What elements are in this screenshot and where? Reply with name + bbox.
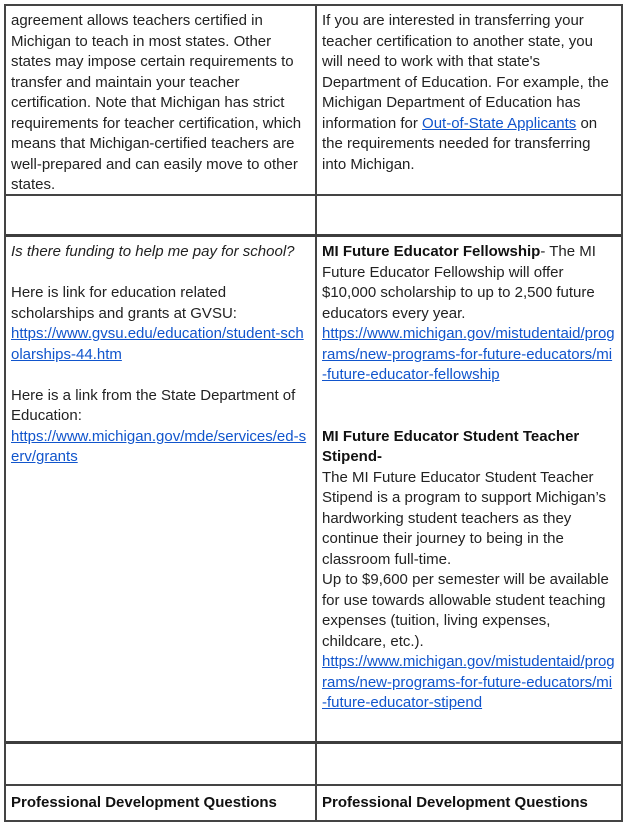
mde-grants-link-wrap xyxy=(11,427,310,468)
gvsu-scholarships-link-wrap xyxy=(11,324,310,365)
qa-table xyxy=(4,4,623,822)
fellowship-paragraph xyxy=(322,242,616,324)
cell-certification-left xyxy=(6,6,317,194)
cell-funding-question xyxy=(6,237,317,741)
gvsu-scholarships-intro: Here is link for education related scholarships and grants at GVSU: xyxy=(11,284,237,322)
blank-line xyxy=(11,365,310,386)
row-funding xyxy=(6,234,621,741)
row-certification-answers xyxy=(6,6,621,194)
blank-line xyxy=(11,263,310,284)
certification-right-text-before: If you are interested in transferring your teacher certification to another state, you will need to work with that state's Department of Education. For example, the Michigan Department of Education has information for xyxy=(322,12,609,132)
spacer-top-right-cell xyxy=(317,196,621,234)
blank-line xyxy=(322,406,616,427)
mde-grants-intro: Here is a link from the State Department of Education: xyxy=(11,386,296,424)
fellowship-link-wrap xyxy=(322,324,616,386)
cell-heading-left xyxy=(6,786,317,820)
stipend-title: MI Future Educator Student Teacher Stipend- xyxy=(322,427,580,465)
gvsu-scholarships-link[interactable]: https://www.gvsu.edu/education/student-scholarships-44.htm xyxy=(11,325,304,363)
funding-question: Is there funding to help me pay for school? xyxy=(11,243,295,260)
certification-right-paragraph xyxy=(322,11,616,175)
stipend-text-1: The MI Future Educator Student Teacher Stipend is a program to support Michigan’s hardworking student teachers as they continue their journey to being in the classroom full-time. xyxy=(322,468,607,568)
row-spacer-bottom xyxy=(6,741,621,784)
spacer-bottom-left-cell xyxy=(6,744,317,784)
stipend-text-2: Up to $9,600 per semester will be available for use towards allowable student teaching expenses (tuition, living expenses, childcare, etc.). xyxy=(322,571,609,650)
certification-left-paragraph: agreement allows teachers certified in Michigan to teach in most states. Other states may impose certain requirements to transfer and maintain your teacher certification. Note that Michigan has strict requirements for teacher certification, which means that Michigan-certified teachers are well-prepared and can easily move to other states. xyxy=(11,12,302,193)
professional-development-heading-left: Professional Development Questions xyxy=(11,794,277,811)
cell-certification-right xyxy=(317,6,621,194)
cell-funding-answer xyxy=(317,237,621,741)
out-of-state-applicants-link[interactable]: Out-of-State Applicants xyxy=(422,114,577,132)
fellowship-text: - The MI Future Educator Fellowship will offer $10,000 scholarship to up to 2,500 future educators every year. xyxy=(322,243,596,322)
stipend-link-wrap xyxy=(322,652,616,714)
fellowship-title: MI Future Educator Fellowship xyxy=(322,243,541,260)
cell-heading-right xyxy=(317,786,621,820)
spacer-top-left-cell xyxy=(6,196,317,234)
row-spacer-top xyxy=(6,194,621,234)
mde-grants-link[interactable]: https://www.michigan.gov/mde/services/ed-serv/grants xyxy=(11,427,307,465)
fellowship-link[interactable]: https://www.michigan.gov/mistudentaid/programs/new-programs-for-future-educators/mi-future-educator-fellowship xyxy=(322,325,615,383)
row-section-headings xyxy=(6,784,621,820)
spacer-bottom-right-cell xyxy=(317,744,621,784)
certification-right-text-after: on the requirements needed for transferring into Michigan. xyxy=(322,114,598,173)
professional-development-heading-right: Professional Development Questions xyxy=(322,794,588,811)
blank-line xyxy=(322,386,616,407)
stipend-link[interactable]: https://www.michigan.gov/mistudentaid/programs/new-programs-for-future-educators/mi-future-educator-stipend xyxy=(322,653,615,711)
